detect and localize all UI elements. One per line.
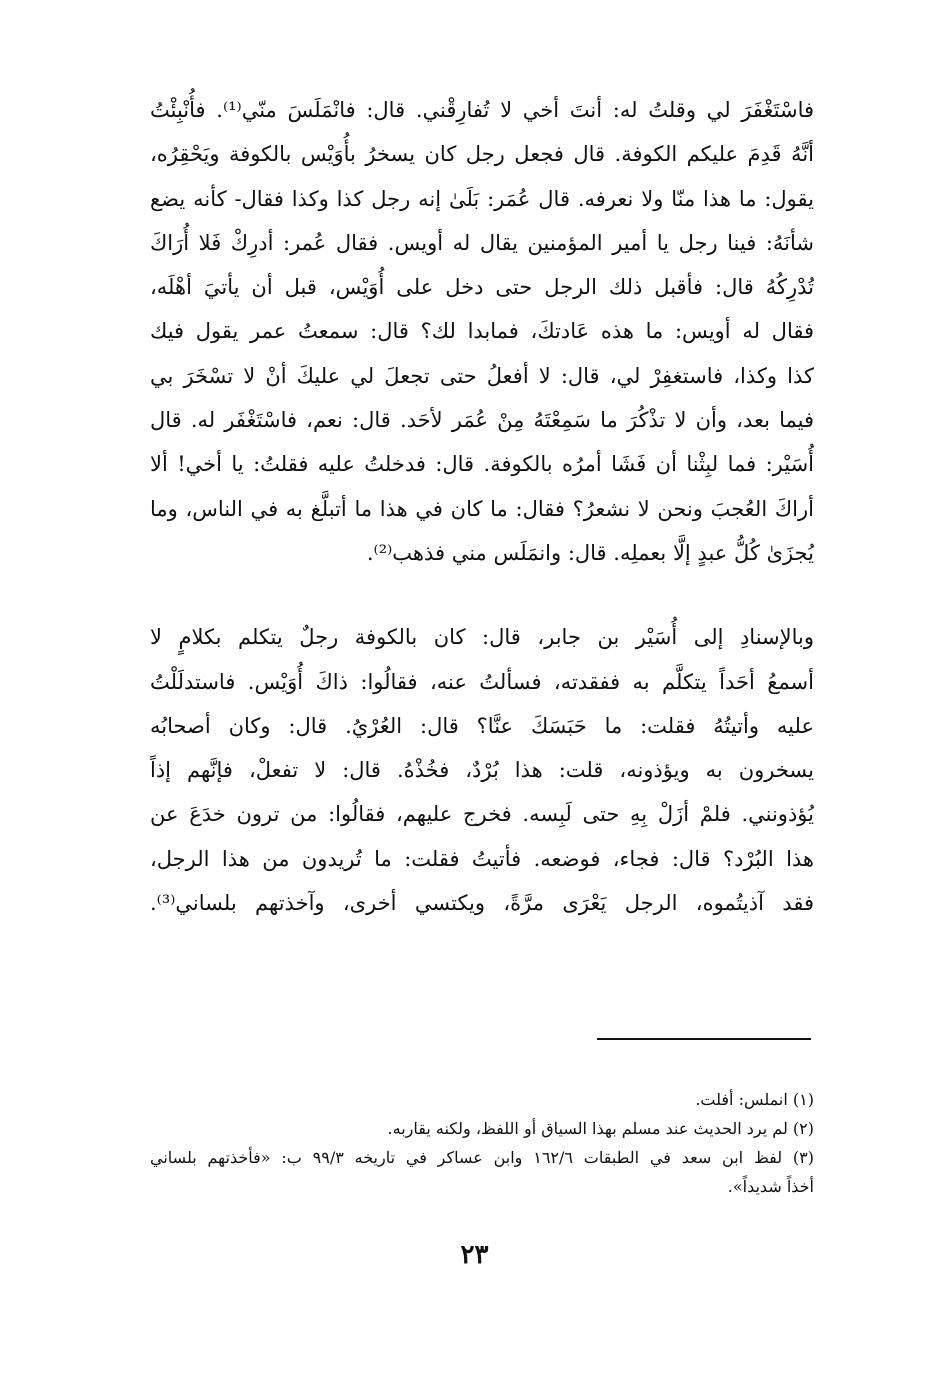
text-line: كذا وكذا، فاستغفِرْ لي، قال: لا أفعلُ حتى تجعلَ لي عليكَ أنْ لا تسْخَرَ بي (150, 363, 814, 388)
text-line: فيما بعد، وأن لا تذْكُرَ ما سَمِعْتَهُ مِنْ عُمَر لأحَد. قال: نعم، فاسْتَغْفَر له. قال (150, 408, 814, 433)
text-line: فاسْتَغْفَرَ لي وقلتُ له: أنتَ أخي لا تُفارِقْني. قال: فانْمَلَسَ منّي⁽¹⁾. فأُنْبِئْتُ (150, 98, 814, 122)
paragraph-1 (150, 88, 814, 575)
text-line: أراكَ العُجبَ ونحن لا نشعرُ؟ فقال: ما كان في هذا ما أتبلَّغ به في الناس، وما (150, 496, 814, 521)
text-line: أنَّهُ قَدِمَ عليكم الكوفة. قال فجعل رجل كان يسخرُ بأُوَيْس بالكوفة ويَحْقِرُه، (150, 142, 814, 167)
text-line: عليه وأتيتُهُ فقلت: ما حَبَسَكَ عنَّا؟ قال: العُرْيُ. قال: وكان أصحابُه (150, 713, 814, 738)
text-line: يُجزَىٰ كُلُّ عبدٍ إلَّا بعملِه. قال: وانمَلَس مني فذهب⁽²⁾. (366, 540, 814, 565)
text-line: يسخرون به ويؤذونه، قلت: هذا بُرْدٌ، فخُذْهُ. قال: لا تفعلْ، فإنَّهم إذاً (150, 758, 814, 783)
text-line: أسمعُ أحَداً يتكلَّم به ففقدته، فسألتُ عنه، فقالُوا: ذاكَ أُوَيْس. فاستدلَلْتُ (150, 669, 814, 694)
footnote-3-continuation: أخذاً شديداً». (727, 1177, 814, 1196)
paragraph-2 (150, 615, 814, 925)
paragraph-gap (150, 575, 814, 615)
text-line: وبالإسنادِ إلى أُسَيْر بن جابر، قال: كان بالكوفة رجلٌ يتكلم بكلامٍ لا (150, 625, 814, 650)
text-line: يقول: ما هذا منّا ولا نعرفه. قال عُمَر: بَلَىٰ إنه رجل كذا وكذا فقال- كأنه يضع (150, 186, 814, 211)
text-line: تُدْرِكُهُ قال: فأقبل ذلك الرجل حتى دخل على أُوَيْس، قبل أن يأتيَ أهْلَه، (150, 275, 814, 300)
text-line: فقال له أويس: ما هذه عَادتكَ، فمابدا لك؟ قال: سمعتُ عمر يقول فيك (150, 319, 814, 344)
footnotes (150, 1085, 814, 1201)
text-line: أُسَيْر: فما لبِثْنا أن فَشَا أمرُه بالكوفة. قال: فدخلتُ عليه فقلتُ: يا أخي! ألا (150, 452, 814, 477)
footnote-separator (597, 1038, 811, 1040)
footnote-2: (٢) لم يرد الحديث عند مسلم بهذا السياق أو اللفظ، ولكنه يقاربه. (387, 1119, 814, 1138)
page-number: ٢٣ (460, 1240, 489, 1270)
text-line: هذا البُرْد؟ قال: فجاء، فوضعه. فأتيتُ فقلت: ما تُريدون من هذا الرجل، (150, 846, 814, 871)
footnote-1: (١) انملس: أفلت. (695, 1090, 814, 1109)
text-line: فقد آذيتُموه، الرجل يَعْرَى مرَّةً، ويكتسي أخرى، وآخذتهم بلساني⁽³⁾. (150, 891, 814, 916)
footnote-3: (٣) لفظ ابن سعد في الطبقات ١٦٢/٦ وابن عساكر في تاريخه ٩٩/٣ ب: «فأخذتهم بلساني (150, 1148, 814, 1167)
text-line: شأنَهُ: فينا رجل يا أمير المؤمنين يقال له أويس. فقال عُمر: أدرِكْ فَلا أُرَاكَ (150, 230, 814, 255)
text-line: يُؤذونني. فلمْ أزَلْ بِهِ حتى لَبِسه. فخرج عليهم، فقالُوا: من ترون خدَعَ عن (150, 802, 814, 827)
main-text (150, 88, 814, 925)
